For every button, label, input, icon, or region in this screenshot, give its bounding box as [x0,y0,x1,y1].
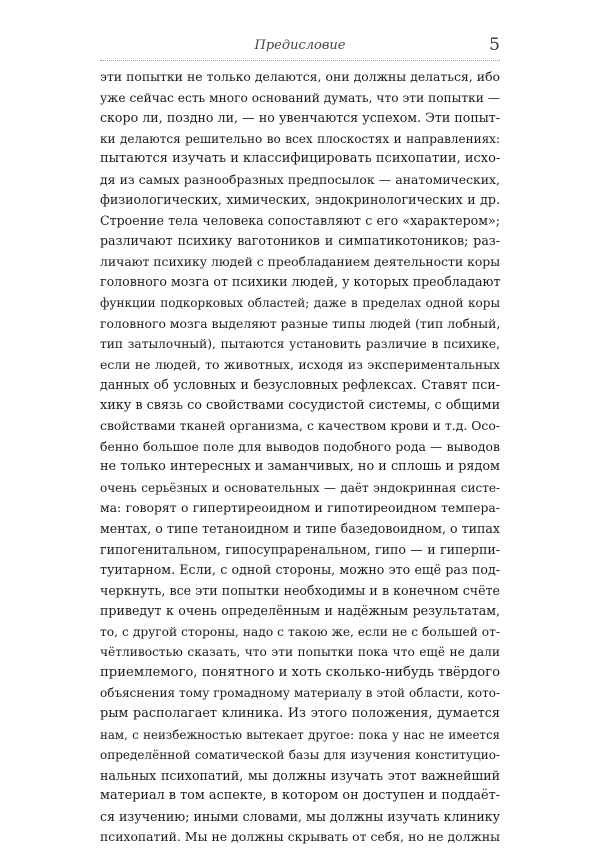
text-line: физиологических, химических, эндокринологических и др. [100,192,500,208]
text-line: тип затылочный), пытаются установить различие в психике, [100,337,500,352]
body-text [100,67,500,848]
text-line: нам, с неизбежностью вытекает другое: пока у нас не имеется [100,727,500,742]
text-line: чётливостью сказать, что эти попытки пока что ещё не дали [100,645,500,660]
text-line: туитарном. Если, с одной стороны, можно это ещё раз под- [100,562,500,578]
text-line: бенно большое поле для выводов подобного рода — выводов [100,438,500,454]
text-line: данных об условных и безусловных рефлексах. Ставят пси- [100,377,500,393]
text-line: скоро ли, поздно ли, — но увенчаются успехом. Эти попыт- [100,110,500,126]
text-line: пытаются изучать и классифицировать психопатии, исхо- [100,151,500,167]
text-line: определённой соматической базы для изучения конституцио- [100,748,500,763]
text-line: очень серьёзных и основательных — даёт эндокринная систе- [100,480,500,495]
header-divider [100,60,500,61]
text-line: не только интересных и заманчивых, но и сплошь и рядом [100,459,500,475]
page-number: 5 [489,35,500,55]
text-line: гипогенитальном, гипосупраренальном, гипо — и гиперпи- [100,541,500,557]
running-title: Предисловие [254,38,346,53]
text-line: приемлемого, понятного и хоть сколько-нибудь твёрдого [100,664,500,680]
text-line: ся изучению; иными словами, мы должны изучать клинику [100,808,500,824]
text-line: ментах, о типе тетаноидном и типе базедовоидном, о типах [100,521,500,537]
text-line: психопатий. Мы не должны скрывать от себя, но не должны [100,829,500,845]
text-line: личают психику людей с преобладанием деятельности коры [100,253,500,269]
text-line: нальных психопатий, мы должны изучать этот важнейший [100,767,500,783]
text-line: ки делаются решительно во всех плоскостях и направлениях: [100,131,500,146]
text-line: хику в связь со свойствами сосудистой системы, с общими [100,397,500,413]
text-line: свойствами тканей организма, с качеством крови и т.д. Осо- [100,418,500,434]
text-line: функции подкорковых областей; даже в пределах одной коры [100,296,500,311]
text-line: различают психику ваготоников и симпатикотоников; раз- [100,233,500,249]
text-line: головного мозга выделяют разные типы людей (тип лобный, [100,315,500,331]
text-line: уже сейчас есть много оснований думать, что эти попытки — [100,90,500,105]
text-line: ма: говорят о гипертиреоидном и гипотиреоидном темпера- [100,500,500,516]
text-line: то, с другой стороны, надо с такою же, если не с большей от- [100,624,500,639]
text-line: приведут к очень определённым и надёжным результатам, [100,603,500,619]
text-line: объяснения тому громадному материалу в этой области, кото- [100,686,500,701]
text-line: Строение тела человека сопоставляют с его «характером»; [100,212,500,228]
text-line: черкнуть, все эти попытки необходимы и в конечном счёте [100,582,500,598]
text-line: дя из самых разнообразных предпосылок — анатомических, [100,171,500,187]
text-line: рым располагает клиника. Из этого положения, думается [100,705,500,721]
text-line: головного мозга от психики людей, у которых преобладают [100,274,500,290]
text-line: если не людей, то животных, исходя из экспериментальных [100,356,500,372]
running-head [100,36,500,58]
text-line: материал в том аспекте, в котором он доступен и поддаёт- [100,788,500,804]
text-line: эти попытки не только делаются, они должны делаться, ибо [100,69,500,84]
